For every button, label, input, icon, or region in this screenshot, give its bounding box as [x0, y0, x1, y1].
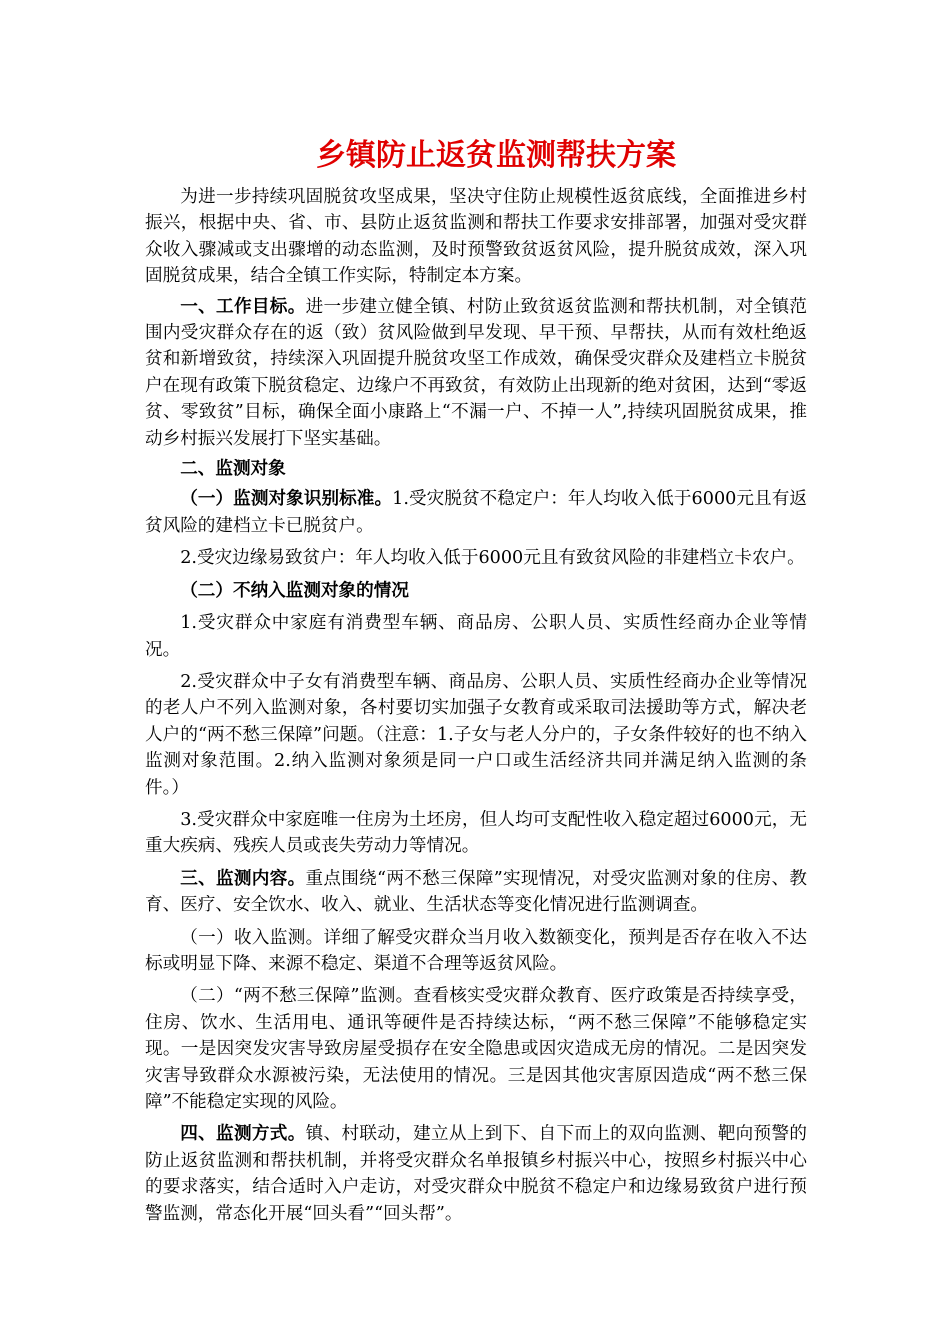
section-1-paragraph — [145, 294, 807, 452]
section-3-heading: 三、监测内容。 — [180, 867, 306, 889]
intro-paragraph: 为进一步持续巩固脱贫攻坚成果，坚决守住防止规模性返贫底线，全面推进乡村振兴，根据中央、省、市、县防止返贫监测和帮扶工作要求安排部署，加强对受灾群众收入骤减或支出骤增的动态监测，及时预警致贫返贫风险，提升脱贫成效，深入巩固脱贫成果，结合全镇工作实际，特制定本方案。 — [145, 187, 807, 287]
section-2-1-item-2: 2.受灾边缘易致贫户：年人均收入低于6000元且有致贫风险的非建档立卡农户。 — [180, 548, 805, 569]
section-1-heading: 一、工作目标。 — [180, 295, 306, 317]
section-2-1-body: 1.受灾脱贫不稳定户：年人均收入低于6000元且有返贫风险的建档立卡已脱贫户。 — [145, 489, 807, 536]
section-4-paragraph — [145, 1121, 807, 1227]
section-2-2-heading: （二）不纳入监测对象的情况 — [180, 579, 409, 601]
document-title: 乡镇防止返贫监测帮扶方案 — [316, 138, 676, 173]
section-2-2-item-2: 2.受灾群众中子女有消费型车辆、商品房、公职人员、实质性经商办企业等情况的老人户不列入监测对象，各村要切实加强子女教育或采取司法援助等方式，解决老人户的“两不愁三保障”问题。（注意：1.子女与老人分户的，子女条件较好的也不纳入监测对象范围。2.纳入监测对象须是同一户口或生活经济共同并满足纳入监测的条件。） — [145, 671, 807, 798]
section-2-2-item-1: 1.受灾群众中家庭有消费型车辆、商品房、公职人员、实质性经商办企业等情况。 — [145, 613, 807, 660]
section-3-body: 重点围绕“两不愁三保障”实现情况，对受灾监测对象的住房、教育、医疗、安全饮水、收入、就业、生活状态等变化情况进行监测调查。 — [145, 868, 807, 916]
section-2-heading: 二、监测对象 — [180, 458, 286, 480]
section-2-2-item-3: 3.受灾群众中家庭唯一住房为土坯房，但人均可支配性收入稳定超过6000元，无重大疾病、残疾人员或丧失劳动力等情况。 — [145, 809, 807, 857]
section-3-2-paragraph: （二）“两不愁三保障”监测。查看核实受灾群众教育、医疗政策是否持续享受，住房、饮水、生活用电、通讯等硬件是否持续达标，“两不愁三保障”不能够稳定实现。一是因突发灾害导致房屋受损存在安全隐患或因灾造成无房的情况。二是因突发灾害导致群众水源被污染，无法使用的情况。三是因其他灾害原因造成“两不愁三保障”不能稳定实现的风险。 — [145, 986, 807, 1112]
section-3-paragraph — [145, 866, 807, 919]
section-1-body: 进一步建立健全镇、村防止致贫返贫监测和帮扶机制，对全镇范围内受灾群众存在的返（致）贫风险做到早发现、早干预、早帮扶，从而有效杜绝返贫和新增致贫，持续深入巩固提升脱贫攻坚工作成效，确保受灾群众及建档立卡脱贫户在现有政策下脱贫稳定、边缘户不再致贫，有效防止出现新的绝对贫困，达到“零返贫、零致贫”目标，确保全面小康路上“不漏一户、不掉一人”,持续巩固脱贫成果，推动乡村振兴发展打下坚实基础。 — [145, 296, 807, 449]
section-2-1-heading: （一）监测对象识别标准。 — [180, 488, 393, 510]
section-2-1-paragraph — [145, 486, 807, 539]
section-4-heading: 四、监测方式。 — [180, 1123, 306, 1145]
section-4-body: 镇、村联动，建立从上到下、自下而上的双向监测、靶向预警的防止返贫监测和帮扶机制，并将受灾群众名单报镇乡村振兴中心，按照乡村振兴中心的要求落实，结合适时入户走访，对受灾群众中脱贫不稳定户和边缘易致贫户进行预警监测，常态化开展“回头看”“回头帮”。 — [145, 1124, 807, 1224]
section-3-1-paragraph: （一）收入监测。详细了解受灾群众当月收入数额变化，预判是否存在收入不达标或明显下降、来源不稳定、渠道不合理等返贫风险。 — [145, 927, 807, 974]
